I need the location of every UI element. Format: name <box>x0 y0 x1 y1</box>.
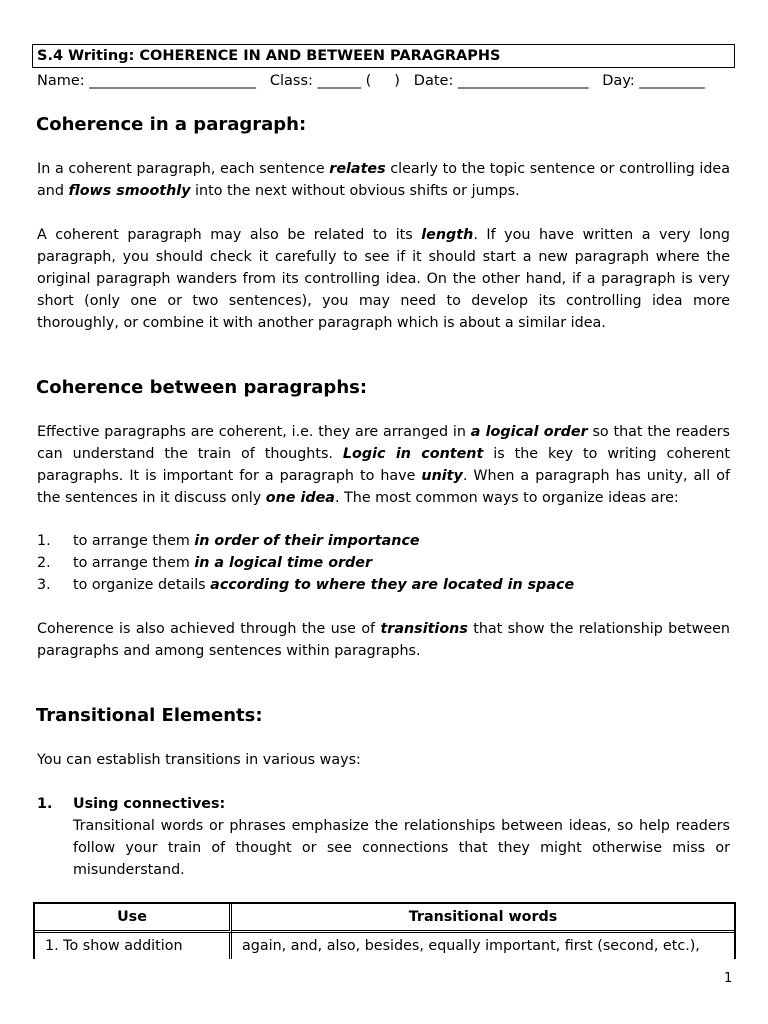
paragraph-intro: You can establish transitions in various ways: <box>37 752 361 768</box>
body-text: A coherent paragraph may also be related to its <box>37 227 422 243</box>
list-item: 2. to arrange them in a logical time order <box>37 555 373 571</box>
body-text: Coherence is also achieved through the use of <box>37 621 381 637</box>
emphasis-text: Logic in content <box>342 446 484 462</box>
emphasis-text: a logical order <box>470 424 588 440</box>
body-text: that show the relationship between paragraphs and among sentences within paragraphs. <box>37 621 730 659</box>
body-text: into the next without obvious shifts or jumps. <box>190 183 520 199</box>
student-info-line: Name: _______________________ Class: ______ ( ) Date: __________________ Day: _________ <box>37 73 705 89</box>
table-row <box>35 933 734 959</box>
body-text: Effective paragraphs are coherent, i.e. they are arranged in <box>37 424 471 440</box>
emphasis-text: flows smoothly <box>68 183 191 199</box>
paragraph-transitions <box>37 618 730 662</box>
transitional-words-table <box>33 902 736 959</box>
heading-coherence-between-paragraphs: Coherence between paragraphs: <box>36 377 368 398</box>
table-header-words: Transitional words <box>232 904 734 933</box>
body-text: . The most common ways to organize ideas are: <box>334 490 679 506</box>
paragraph-connectives: Transitional words or phrases emphasize the relationships between ideas, so help readers follow your train of thought or see connections that they might otherwise miss or misunderstand. <box>73 818 730 878</box>
list-item: 1. to arrange them in order of their importance <box>37 533 420 549</box>
body-text: . If you have written a very long paragraph, you should check it carefully to see if it should start a new paragraph where the original paragraph wanders from its controlling idea. On the other hand, if a paragraph is very short (only one or two sentences), you may need to develop its controlling idea more thoroughly, or combine it with another paragraph which is about a similar idea. <box>37 227 730 331</box>
emphasis-text: unity <box>421 468 463 484</box>
body-text: In a coherent paragraph, each sentence <box>37 161 330 177</box>
body-text: is the key to writing coherent paragraphs. It is important for a paragraph to have <box>37 446 731 484</box>
page-number: 1 <box>724 971 733 986</box>
table-cell-use: 1. To show addition <box>35 933 232 959</box>
body-text: clearly to the topic sentence or controlling idea and <box>37 161 730 199</box>
table-header-use: Use <box>35 904 232 933</box>
subheading-using-connectives: 1. Using connectives: <box>37 796 226 812</box>
body-text: . When a paragraph has unity, all of the sentences in it discuss only <box>37 468 730 506</box>
document-title: S.4 Writing: COHERENCE IN AND BETWEEN PARAGRAPHS <box>32 44 735 68</box>
table-cell-words: again, and, also, besides, equally important, first (second, etc.), <box>242 938 700 954</box>
body-text: so that the readers can understand the train of thoughts. <box>37 424 730 462</box>
heading-coherence-in-paragraph: Coherence in a paragraph: <box>36 114 307 135</box>
paragraph-coherent-definition <box>37 158 730 202</box>
emphasis-text: one idea <box>265 490 335 506</box>
list-item: 3. to organize details according to where they are located in space <box>37 577 575 593</box>
emphasis-text: relates <box>329 161 386 177</box>
heading-transitional-elements: Transitional Elements: <box>36 705 263 726</box>
emphasis-text: length <box>421 227 474 243</box>
paragraph-effective <box>37 421 730 509</box>
paragraph-length <box>37 224 730 334</box>
emphasis-text: transitions <box>380 621 468 637</box>
